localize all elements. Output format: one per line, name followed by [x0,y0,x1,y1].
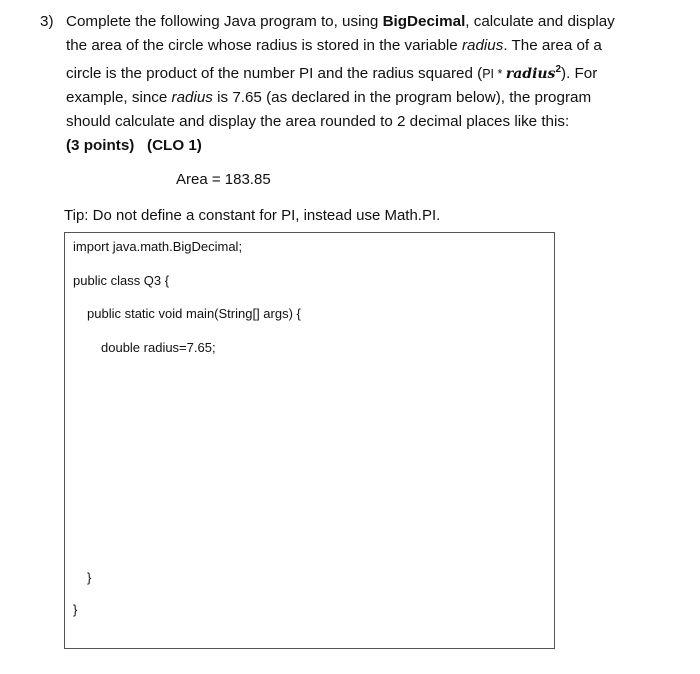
radius-variable-2: radius [171,89,213,106]
question-text [40,10,650,158]
radius-variable: radius [461,37,504,54]
question-points-line [40,134,650,158]
code-box [64,232,555,649]
code-class-line: public class Q3 { [73,273,170,288]
clo-label: (CLO 1) [147,137,202,154]
formula-radius: radius [505,66,556,82]
code-radius-line: double radius=7.65; [101,340,216,355]
question-line-1: 3) Complete the following Java program to, using BigDecimal, calculate and display [40,10,650,34]
code-main-line: public static void main(String[] args) { [87,306,301,321]
formula-exponent: 2 [555,64,562,75]
code-import-line: import java.math.BigDecimal; [73,239,243,254]
bigdecimal-keyword: BigDecimal [382,13,466,30]
question-line-2: the area of the circle whose radius is stored in the variable radius. The area of a [66,37,602,54]
tip-text: Tip: Do not define a constant for PI, instead use Math.PI. [64,207,441,224]
points-label: (3 points) [66,137,135,154]
code-main-close: } [87,570,92,585]
formula-pi: PI * [482,67,506,81]
question-line-4: example, since radius is 7.65 (as declared in the program below), the program [66,89,592,106]
question-line-5: should calculate and display the area rounded to 2 decimal places like this: [66,113,570,130]
question-line-3: circle is the product of the number PI and the radius squared (PI * radius$^2$). For [66,64,598,82]
sample-output: Area = 183.85 [176,171,271,188]
code-class-close: } [73,602,78,617]
question-number: 3) [40,13,54,30]
